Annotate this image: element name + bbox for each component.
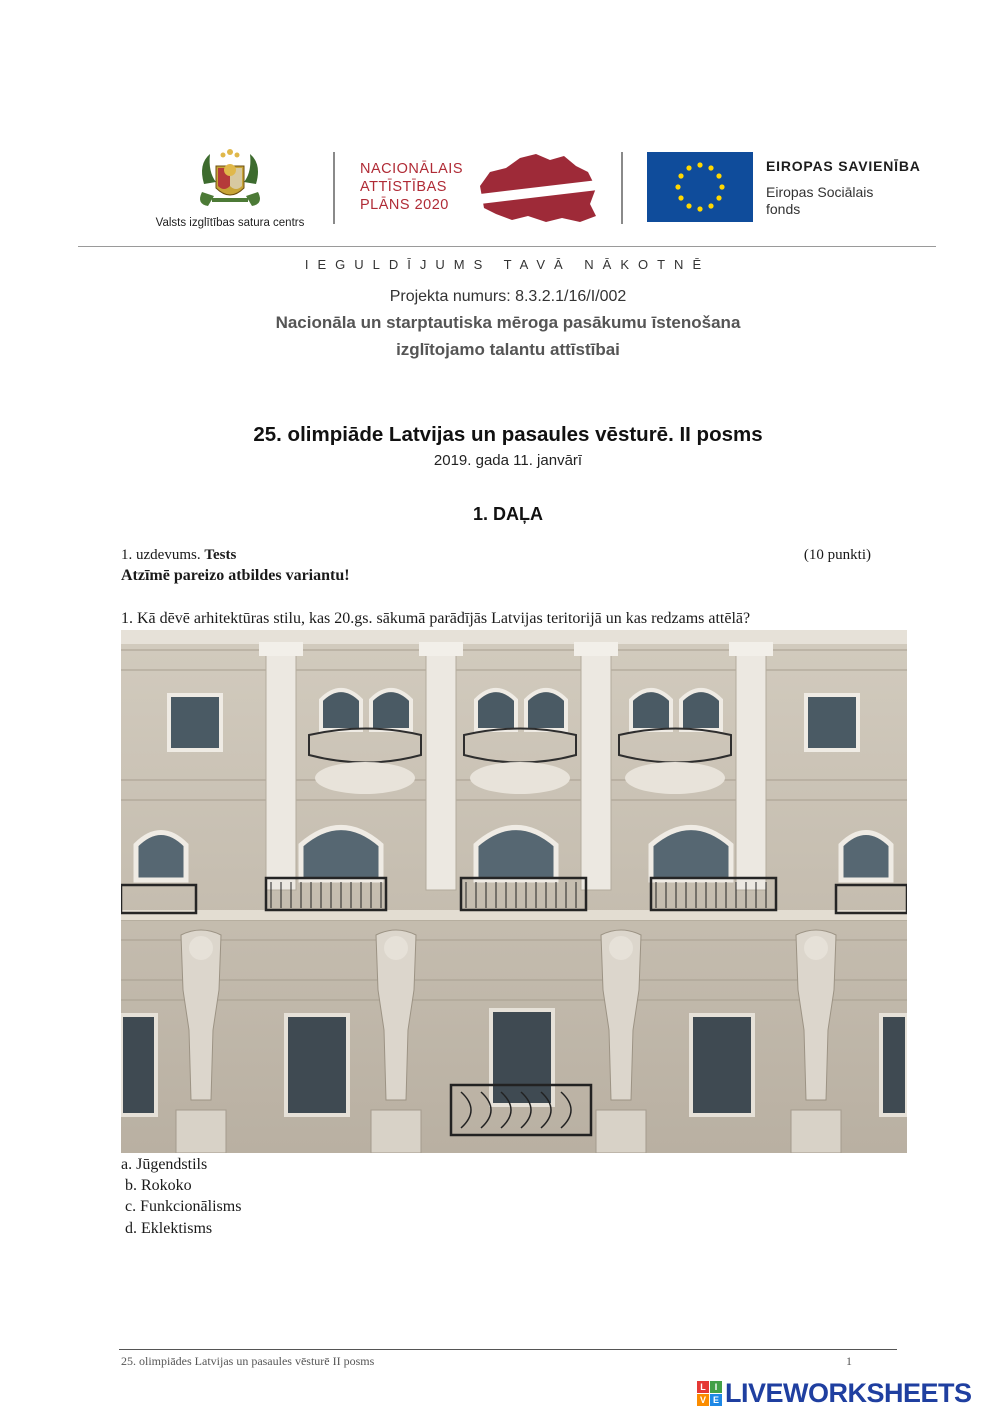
task-points: (10 punkti) (803, 547, 871, 563)
eu-sub-line-2: fonds (766, 201, 801, 217)
project-number: Projekta numurs: 8.3.2.1/16/I/002 (389, 288, 627, 305)
olympiad-date: 2019. gada 11. janvārī (433, 452, 583, 469)
visc-name: Valsts izglītības satura centrs (155, 217, 305, 229)
eu-subtitle (766, 184, 873, 218)
coat-of-arms-icon (194, 144, 266, 214)
liveworksheets-icon (697, 1381, 723, 1407)
page-number: 1 (846, 1354, 852, 1368)
nap-logo-text (360, 160, 463, 214)
latvia-map-icon (476, 150, 600, 226)
answer-option-c[interactable]: c. Funkcionālisms (121, 1198, 242, 1215)
logo-divider (333, 152, 335, 224)
answer-option-a[interactable]: a. Jūgendstils (121, 1156, 208, 1173)
project-name-line-1: Nacionāla un starptautiska mēroga pasākumu īstenošana (275, 313, 741, 332)
visc-logo (150, 140, 310, 235)
building-facade-illustration (121, 630, 907, 1153)
nap-line-1: NACIONĀLAIS (360, 161, 463, 177)
lw-icon-letter: L (697, 1381, 709, 1393)
part-title: 1. DAĻA (472, 504, 543, 524)
eu-title: EIROPAS SAVIENĪBA (766, 158, 921, 174)
project-name-line-2: izglītojamo talantu attīstībai (396, 340, 620, 359)
eu-flag (647, 152, 753, 222)
lw-icon-letter: I (710, 1381, 722, 1393)
answer-option-d[interactable]: d. Eklektisms (121, 1220, 213, 1237)
header-rule (78, 246, 936, 247)
nap-line-3: PLĀNS 2020 (360, 197, 449, 213)
footer-text: 25. olimpiādes Latvijas un pasaules vēsturē II posms (121, 1354, 375, 1368)
footer-rule (119, 1349, 897, 1350)
slogan: IEGULDĪJUMS TAVĀ NĀKOTNĒ (304, 257, 711, 272)
nap-line-2: ATTĪSTĪBAS (360, 179, 447, 195)
task-label: 1. uzdevums. (121, 547, 201, 563)
art-nouveau-building-photo (121, 630, 907, 1153)
answer-option-b[interactable]: b. Rokoko (121, 1177, 192, 1194)
liveworksheets-wordmark: LIVEWORKSHEETS (725, 1378, 972, 1408)
eu-sub-line-1: Eiropas Sociālais (766, 184, 874, 200)
task-instruction: Atzīmē pareizo atbildes variantu! (121, 567, 350, 584)
question-text: 1. Kā dēvē arhitektūras stilu, kas 20.gs. sākumā parādījās Latvijas teritorijā un kas redzams attēlā? (121, 610, 751, 627)
page-title: 25. olimpiāde Latvijas un pasaules vēsturē. II posms (253, 423, 763, 446)
task-heading (121, 547, 236, 564)
lw-icon-letter: V (697, 1394, 709, 1406)
logo-divider (621, 152, 623, 224)
lw-icon-letter: E (710, 1394, 722, 1406)
task-name: Tests (204, 547, 237, 563)
eu-stars-icon (647, 152, 753, 222)
